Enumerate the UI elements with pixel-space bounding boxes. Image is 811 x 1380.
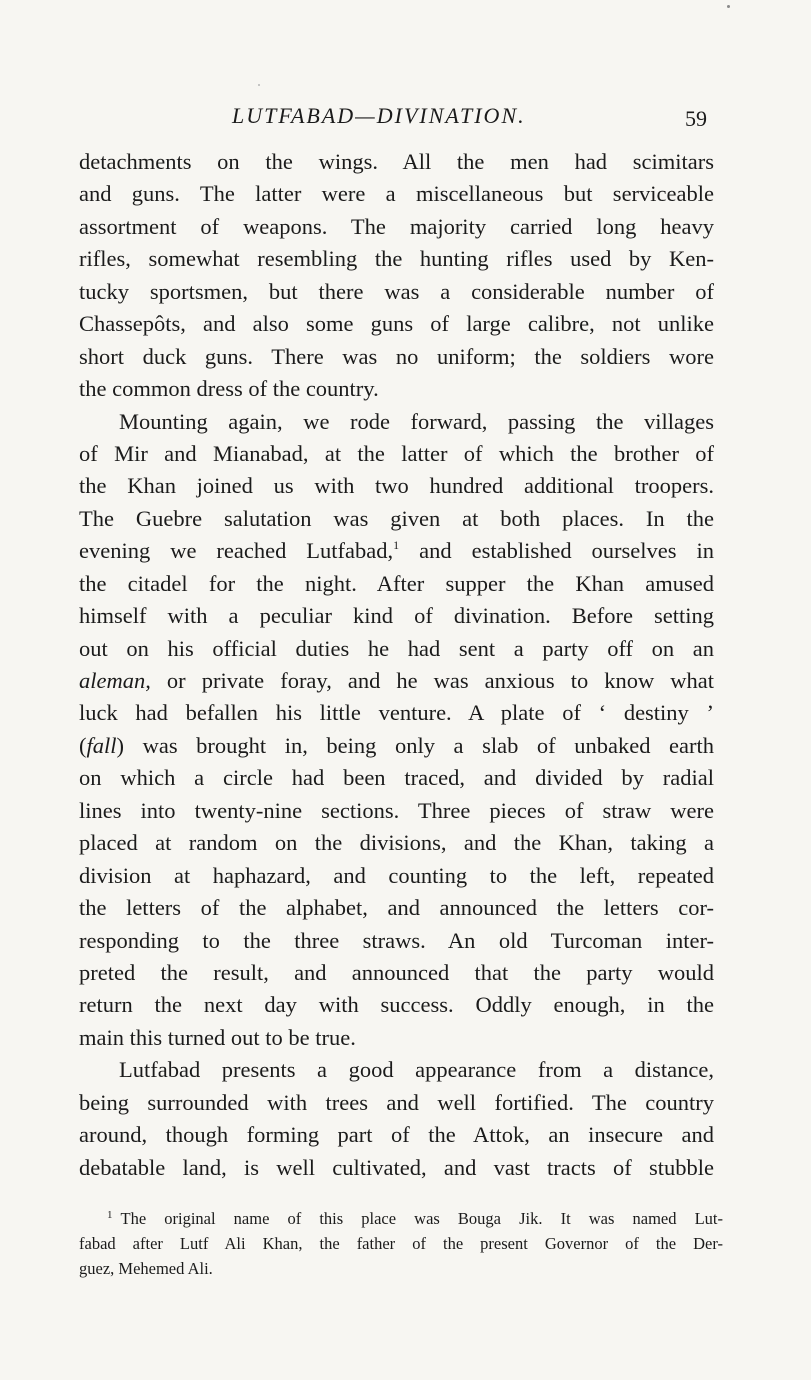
text-fragment: ) was brought in, being only a slab of unbaked earth <box>116 732 714 758</box>
text-line: the common dress of the country. <box>79 376 379 402</box>
italic-term: fall <box>86 732 117 758</box>
text-fragment: ( <box>79 732 87 758</box>
footnote-line <box>79 1206 723 1231</box>
ink-speck <box>258 84 260 86</box>
footnote-line: guez, Mehemed Ali. <box>79 1259 213 1278</box>
text-line-with-italic <box>79 730 714 762</box>
text-line: luck had befallen his little venture. A plate of ‘ destiny ’ <box>79 700 714 726</box>
footnote-marker: 1 <box>107 1209 113 1221</box>
text-line: of Mir and Mianabad, at the latter of which the brother of <box>79 440 714 466</box>
text-line: preted the result, and announced that the party would <box>79 959 714 985</box>
text-line: return the next day with success. Oddly enough, in the <box>79 992 714 1018</box>
text-line: division at haphazard, and counting to the left, repeated <box>79 862 714 888</box>
text-line: lines into twenty-nine sections. Three pieces of straw were <box>79 797 714 823</box>
italic-term: aleman, <box>79 668 151 693</box>
text-line: and guns. The latter were a miscellaneous but serviceable <box>79 181 714 207</box>
text-line: detachments on the wings. All the men had scimitars <box>79 149 714 174</box>
page-number: 59 <box>685 106 707 131</box>
text-line: rifles, somewhat resembling the hunting rifles used by Ken- <box>79 246 714 272</box>
text-line: Lutfabad presents a good appearance from a distance, <box>119 1057 714 1083</box>
text-fragment: evening we reached Lutfabad, <box>79 538 394 564</box>
text-line: the Khan joined us with two hundred additional troopers. <box>79 473 714 499</box>
text-line: the citadel for the night. After supper the Khan amused <box>79 570 714 596</box>
text-line: himself with a peculiar kind of divination. Before setting <box>79 603 714 629</box>
text-line-with-italic <box>79 665 714 697</box>
text-line: responding to the three straws. An old Turcoman inter- <box>79 927 714 953</box>
text-fragment: or private foray, and he was anxious to know what <box>166 668 715 693</box>
text-line-with-footnote-ref <box>79 535 714 567</box>
text-line: Mounting again, we rode forward, passing the villages <box>119 408 714 434</box>
text-line: out on his official duties he had sent a party off on an <box>79 635 714 661</box>
ink-speck <box>727 5 730 8</box>
text-line: short duck guns. There was no uniform; the soldiers wore <box>79 343 714 369</box>
text-line: the letters of the alphabet, and announced the letters cor- <box>79 895 714 921</box>
text-line: around, though forming part of the Attok, an insecure and <box>79 1122 714 1148</box>
text-line: tucky sportsmen, but there was a considerable number of <box>79 278 714 304</box>
running-header <box>0 103 811 133</box>
footnote-line: fabad after Lutf Ali Khan, the father of the present Governor of the Der- <box>79 1234 723 1253</box>
body-text <box>79 146 714 1184</box>
footnote <box>79 1206 723 1281</box>
text-line: placed at random on the divisions, and the Khan, taking a <box>79 830 714 856</box>
text-fragment: and established ourselves in <box>419 538 714 564</box>
running-title: LUTFABAD—DIVINATION. <box>232 103 526 128</box>
text-line: on which a circle had been traced, and divided by radial <box>79 765 714 791</box>
text-line: Chassepôts, and also some guns of large calibre, not unlike <box>79 311 714 337</box>
footnote-text: The original name of this place was Bouga Jik. It was named Lut- <box>120 1209 723 1228</box>
footnote-reference: 1 <box>393 538 400 553</box>
text-line: The Guebre salutation was given at both places. In the <box>79 505 714 531</box>
text-line: assortment of weapons. The majority carried long heavy <box>79 213 714 239</box>
text-line: main this turned out to be true. <box>79 1024 356 1050</box>
text-line: being surrounded with trees and well fortified. The country <box>79 1089 714 1115</box>
text-line: debatable land, is well cultivated, and vast tracts of stubble <box>79 1154 714 1180</box>
